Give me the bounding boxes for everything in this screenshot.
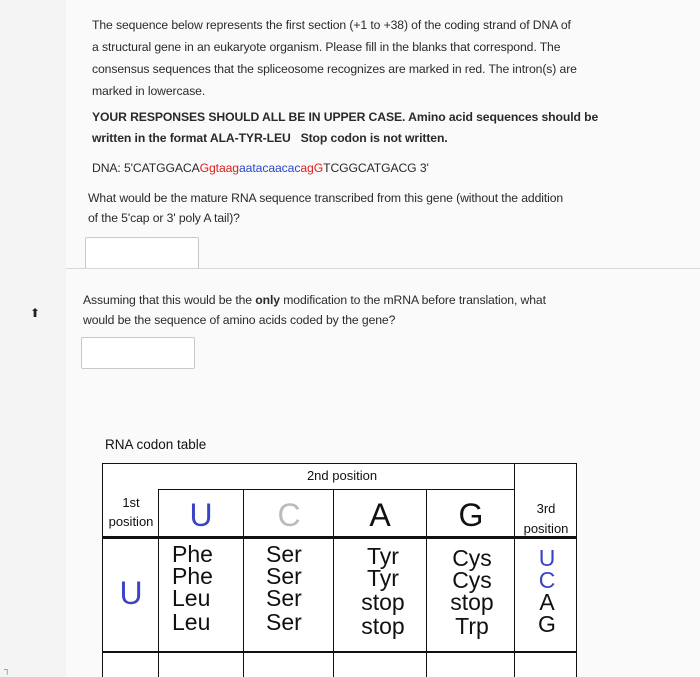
third-base-g: G (538, 611, 556, 637)
instruction-format-example: ALA-TYR-LEU (209, 131, 291, 145)
first-position-label-line2: position (108, 514, 154, 529)
dna-consensus-5: Ggtaag (199, 161, 239, 175)
second-base-u: U (189, 497, 213, 533)
third-position-label (516, 499, 576, 539)
codon-ug-u: Cys (452, 545, 492, 571)
dna-sequence (92, 158, 429, 178)
amino-acid-answer-input[interactable] (81, 337, 195, 369)
codon-uc-c: Ser (266, 563, 302, 589)
intro-line-3: consensus sequences that the spliceosome recognizes are marked in red. The intron(s) are (92, 62, 577, 76)
dna-intron-middle: aatacaacac (239, 161, 301, 175)
second-base-a: A (369, 497, 391, 533)
intro-line-4: marked in lowercase. (92, 84, 206, 98)
third-base-a: A (539, 589, 555, 615)
question-1-line-2: of the 5'cap or 3' poly A tail)? (88, 211, 240, 225)
instruction-line-1: YOUR RESPONSES SHOULD ALL BE IN UPPER CASE. Amino acid sequences should be (92, 110, 599, 124)
second-base-g: G (458, 497, 484, 533)
codon-ug-c: Cys (452, 567, 492, 593)
second-position-label: 2nd position (306, 468, 378, 483)
codon-uu-a: Leu (172, 585, 211, 611)
question-2-text-a: Assuming that this would be the (83, 293, 256, 307)
codon-uc-a: Ser (266, 585, 302, 611)
instruction-format-text: written in the format (92, 131, 210, 145)
section-divider (66, 268, 700, 269)
first-base-u: U (119, 575, 143, 611)
codon-uu-u: Phe (172, 541, 213, 567)
third-position-label-line1: 3rd (536, 501, 556, 516)
corner-mark-icon: ┐ (4, 664, 11, 674)
first-position-label-line1: 1st (122, 495, 140, 510)
dna-prefix: DNA: 5'CATGGACA (92, 161, 200, 175)
codon-ua-a: stop (361, 589, 405, 615)
codon-ua-g: stop (361, 613, 405, 639)
codon-uc-g: Ser (266, 609, 302, 635)
codon-ug-a: stop (450, 589, 494, 615)
intro-line-1: The sequence below represents the first section (+1 to +38) of the coding strand of DNA of (92, 18, 571, 32)
second-base-c: C (277, 497, 301, 533)
codon-uu-c: Phe (172, 563, 213, 589)
instruction-stop-note: Stop codon is not written. (300, 131, 448, 145)
question-1-line-1: What would be the mature RNA sequence transcribed from this gene (without the addition (88, 191, 564, 205)
codon-uc-u: Ser (266, 541, 302, 567)
codon-ua-c: Tyr (367, 565, 399, 591)
third-base-c: C (538, 567, 556, 593)
intro-line-2: a structural gene in an eukaryote organism. Please fill in the blanks that correspond. The (92, 40, 561, 54)
third-base-u: U (538, 545, 556, 571)
first-position-label (104, 493, 158, 531)
question-2-emphasis: only (255, 293, 280, 307)
third-position-label-line2: position (523, 521, 569, 536)
question-2-text-c: modification to the mRNA before translation, what (279, 293, 546, 307)
question-2-line-2: would be the sequence of amino acids coded by the gene? (83, 313, 396, 327)
codon-uu-g: Leu (172, 609, 211, 635)
codon-table-label: RNA codon table (105, 437, 207, 452)
codon-ua-u: Tyr (367, 543, 399, 569)
mouse-cursor-icon: ⬆ (30, 306, 41, 320)
dna-suffix: TCGGCATGACG 3' (323, 161, 429, 175)
codon-ug-g: Trp (455, 613, 489, 639)
mature-rna-answer-input[interactable] (85, 237, 199, 269)
dna-consensus-3: agG (300, 161, 324, 175)
instruction-line-2 (92, 128, 448, 148)
codon-table (102, 463, 577, 677)
question-2-line-1 (83, 290, 546, 310)
